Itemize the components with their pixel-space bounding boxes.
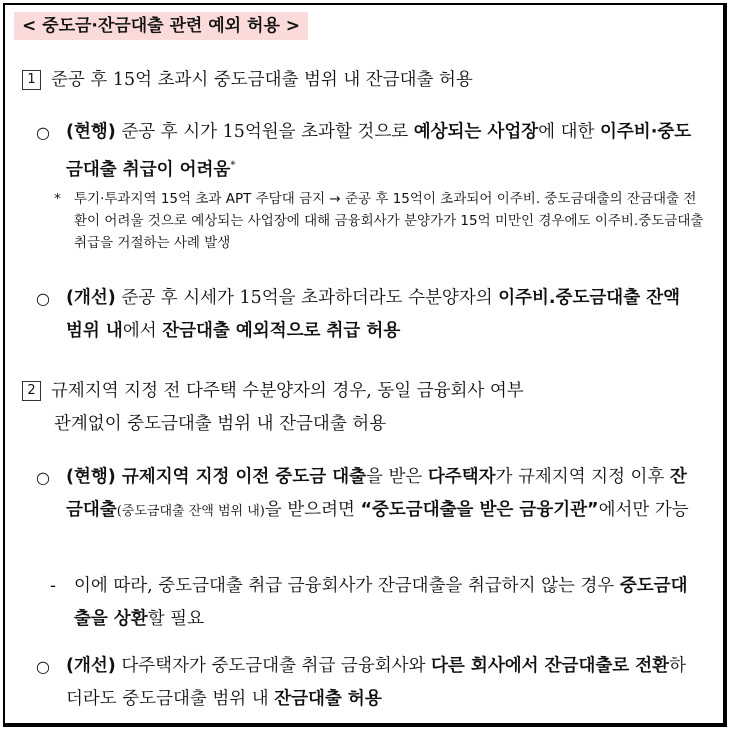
section-2-dash-note [50,570,700,636]
circle-bullet-icon: ○ [36,657,50,676]
text-span: 을 받은 [366,467,428,487]
section-1-number: 1 [22,70,41,90]
text-span: 다주택자가 중도금대출 취급 금융회사와 [115,656,432,676]
emphasis-text: 다주택자 [427,467,496,487]
current-label: (현행) [66,122,116,142]
emphasis-text: 중도금대출을 상환 [74,576,688,629]
section-1-heading [22,64,473,97]
dash-icon: - [50,576,56,596]
text-span: 에서만 가능 [598,500,689,520]
emphasis-text: 이주비.중도금대출 잔액 범위 내 [66,288,681,341]
emphasis-text: 이주비·중도금대출 취급이 어려움 [66,122,692,180]
text-span: 할 필요 [147,609,204,629]
emphasis-text: 예상되는 사업장 [413,122,539,142]
section-1-improved [36,282,696,348]
section-2-current [36,461,696,528]
section-2-heading [22,375,692,441]
footnote-text: 투기·투과지역 15억 초과 APT 주담대 금지 → 준공 후 15억이 초과되어 이주비. 중도금대출의 잔금대출 전환이 어려울 것으로 예상되는 사업장에 대해 금융회사가 분양가가 15억 미만인 경우에도 이주비.중도금대출 취급을 거절하는 사례 발생 [74,191,704,251]
emphasis-text: 잔금대출 [66,467,687,520]
text-span: 을 받으려면 [264,500,361,520]
text-span: 하더라도 중도금대출 범위 내 [66,656,686,709]
circle-bullet-icon: ○ [36,289,50,308]
section-2-text-line2: 관계없이 중도금대출 범위 내 잔금대출 허용 [54,414,387,434]
section-1-current [36,116,696,187]
section-2-text-line1: 규제지역 지정 전 다주택 수분양자의 경우, 동일 금융회사 여부 [51,381,524,401]
emphasis-text: 다른 회사에서 잔금대출로 전환 [431,656,670,676]
current-label: (현행) [66,467,116,487]
text-span: 에서 [122,321,163,341]
circle-bullet-icon: ○ [36,468,50,487]
text-span: 가 규제지역 지정 이후 [495,467,670,487]
footnote-mark: * [230,160,236,171]
circle-bullet-icon: ○ [36,123,50,142]
emphasis-text: “중도금대출을 받은 금융기관” [360,500,599,520]
text-span: 에 대한 [538,122,600,142]
text-span: 준공 후 시세가 15억을 초과하더라도 수분양자의 [115,288,499,308]
emphasis-text: 잔금대출 허용 [274,689,382,709]
small-note: (중도금대출 잔액 범위 내) [116,504,265,519]
text-span: 준공 후 시가 15억원을 초과할 것으로 [115,122,414,142]
section-2-improved [36,650,696,716]
section-2-number: 2 [22,381,41,401]
emphasis-text: 규제지역 지정 이전 중도금 대출 [115,467,367,487]
asterisk-icon: * [54,191,61,207]
text-span: 이에 따라, 중도금대출 취급 금융회사가 잔금대출을 취급하지 않는 경우 [74,576,620,596]
improved-label: (개선) [66,656,116,676]
emphasis-text: 잔금대출 예외적으로 취급 허용 [162,321,401,341]
page-title: < 중도금·잔금대출 관련 예외 허용 > [14,12,308,40]
section-1-footnote [54,188,704,254]
section-1-text: 준공 후 15억 초과시 중도금대출 범위 내 잔금대출 허용 [51,70,473,90]
improved-label: (개선) [66,288,116,308]
